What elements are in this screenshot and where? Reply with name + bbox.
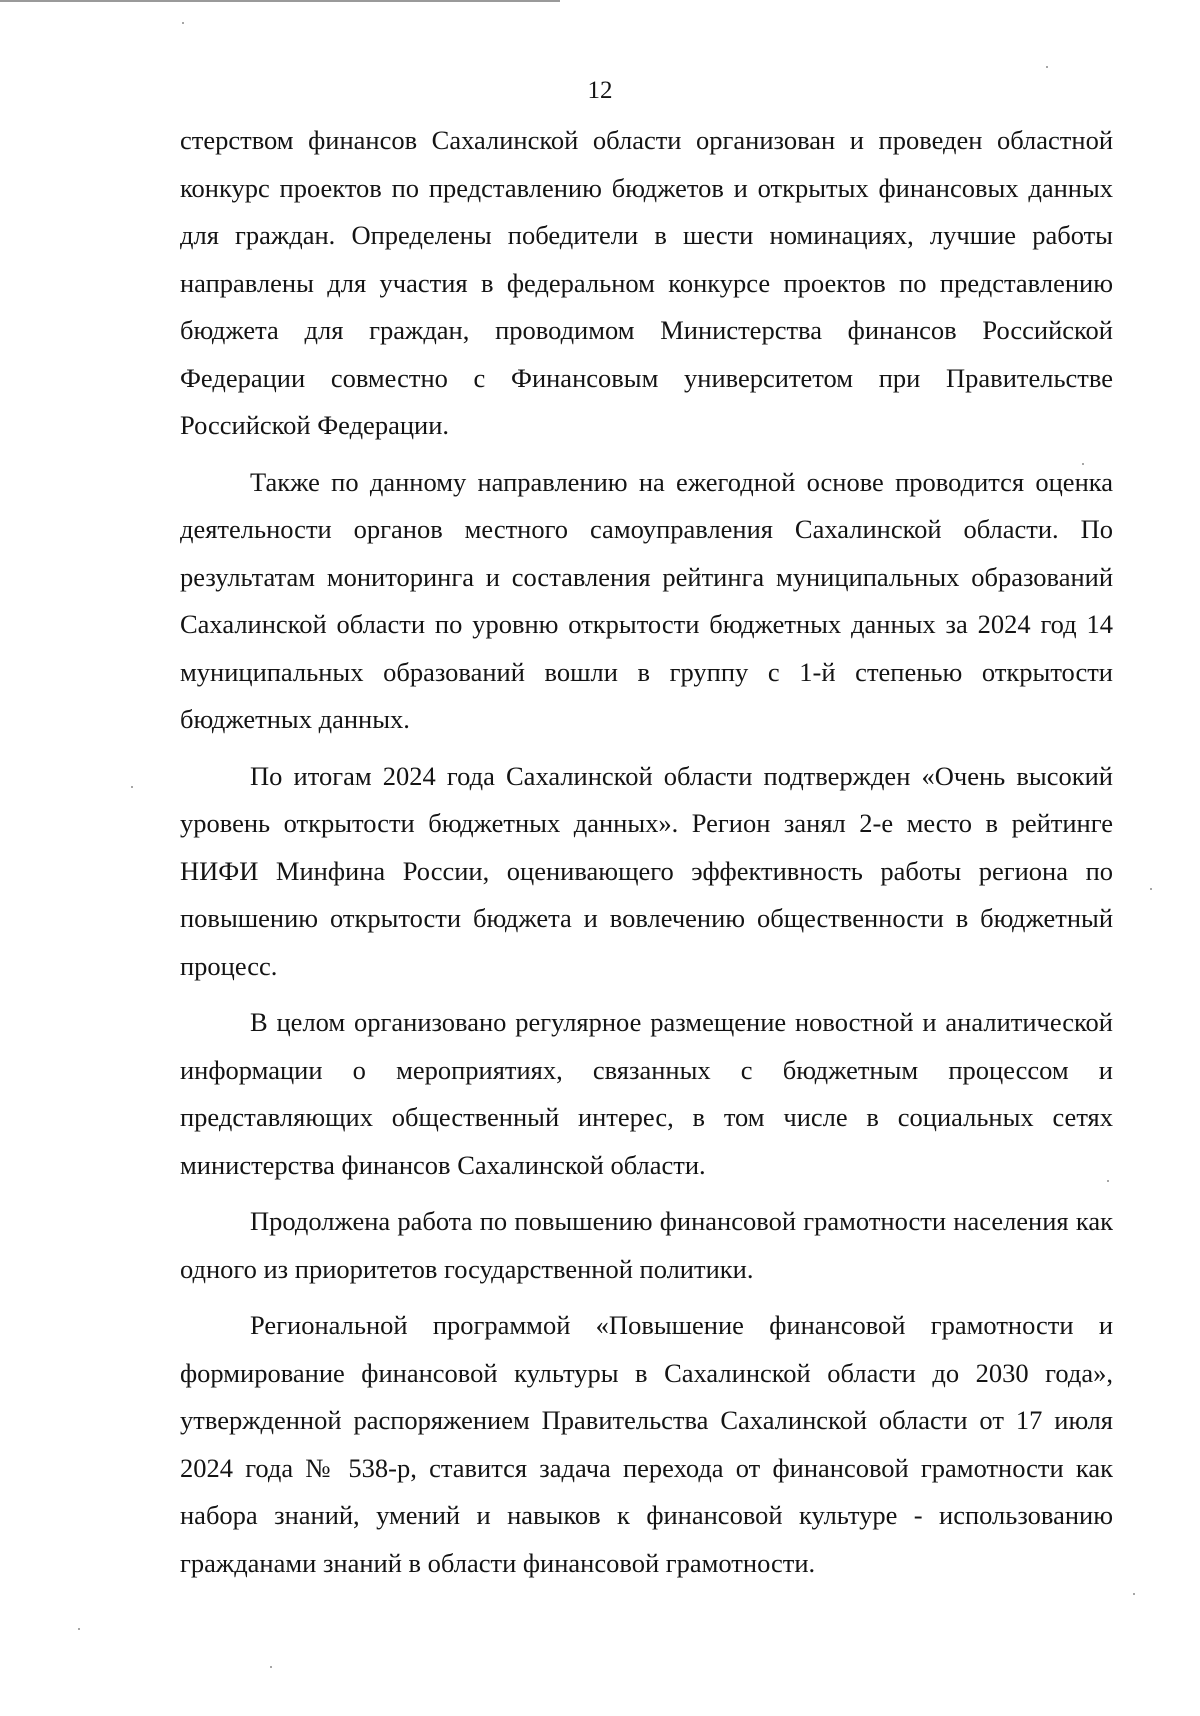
scan-speck [1082,463,1084,465]
scan-speck [1046,66,1048,68]
paragraph-financial-literacy: Продолжена работа по повышению финансовой грамотности населения как одного из приоритетов государственной политики. [180,1206,1113,1284]
paragraph-continuation: стерством финансов Сахалинской области организован и проведен областной конкурс проектов по представлению бюджетов и открытых финансовых данных для граждан. Определены победители в шести номинациях, лучшие работы направлены для участия в федеральном конкурсе проектов по представлению бюджета для граждан, проводимом Министерства финансов Российской Федерации совместно с Финансовым университетом при Правительстве Российской Федерации. [180,125,1113,440]
paragraph-self-government-rating: Также по данному направлению на ежегодной основе проводится оценка деятельности органов местного самоуправления Сахалинской области. По результатам мониторинга и составления рейтинга муниципальных образований Сахалинской области по уровню открытости бюджетных данных за 2024 год 14 муниципальных образований вошли в группу с 1-й степенью открытости бюджетных данных. [180,466,1113,734]
scan-speck [182,22,184,24]
paragraph-2024-results: По итогам 2024 года Сахалинской области подтвержден «Очень высокий уровень открытости бюджетных данных». Регион занял 2-е место в рейтинге НИФИ Минфина России, оценивающего эффективность работы региона по повышению открытости бюджета и вовлечению общественности в бюджетный процесс. [180,760,1113,981]
scan-speck [131,786,133,788]
scan-speck [270,1666,272,1668]
scan-speck [1107,1180,1109,1182]
scan-edge-line [0,0,560,2]
page-number: 12 [587,77,613,104]
scan-speck [78,1628,80,1630]
scan-speck [1133,1593,1135,1595]
document-body [180,117,1113,1587]
scan-speck [1150,888,1152,890]
paragraph-information-publishing: В целом организовано регулярное размещение новостной и аналитической информации о мероприятиях, связанных с бюджетным процессом и представляющих общественный интерес, в том числе в социальных сетях министерства финансов Сахалинской области. [180,1007,1113,1180]
paragraph-regional-program: Региональной программой «Повышение финансовой грамотности и формирование финансовой культуры в Сахалинской области до 2030 года», утвержденной распоряжением Правительства Сахалинской области от 17 июля 2024 года № 538-р, ставится задача перехода от финансовой грамотности как набора знаний, умений и навыков к финансовой культуре - использованию гражданами знаний в области финансовой грамотности. [180,1310,1113,1578]
